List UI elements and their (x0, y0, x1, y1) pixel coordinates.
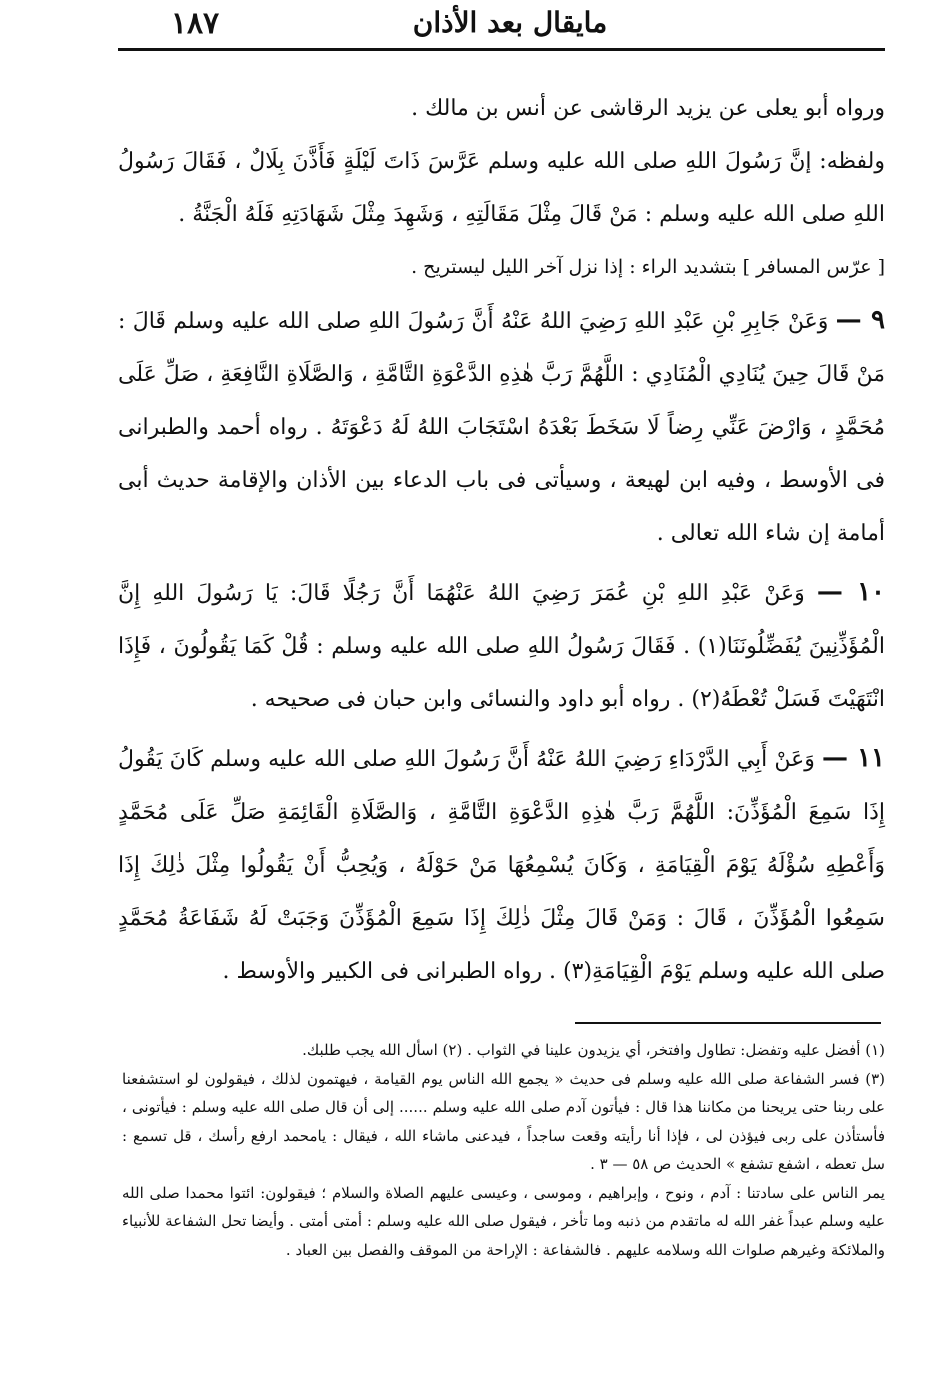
footnote-3: (٣) فسر الشفاعة صلى الله عليه وسلم فى حديث « يجمع الله الناس يوم القيامة ، فيهتمون لذلك ، فيقولون لو استشفعنا على ربنا حتى يريحنا من مكاننا هذا قال : فيأتون آدم صلى الله عليه وسلم ...... إلى أن قال صلى الله عليه وسلم : فيأتونى ، فأستأذن على ربى فيؤذن لى ، فإذا أنا رأيته وقعت ساجداً ، فيدعنى ماشاء الله ، فيقال : يامحمد ارفع رأسك ، قل تسمع : سل تعطه ، اشفع تشفع » الحديث ص ٥٨ — ٣ . (122, 1069, 885, 1173)
main-text (118, 82, 885, 998)
running-title: مايقال بعد الأذان (412, 6, 608, 39)
hadith-10 (118, 566, 885, 726)
paragraph-abu-yala: ورواه أبو يعلى عن يزيد الرقاشى عن أنس بن مالك . (411, 96, 885, 121)
footnotes (122, 1036, 885, 1264)
hadith-text: وَعَنْ أَبِي الدَّرْدَاءِ رَضِيَ اللهُ عَنْهُ أَنَّ رَسُولَ اللهِ صلى الله عليه وسلم كَانَ يَقُولُ إِذَا سَمِعَ الْمُؤَذِّنَ: اللَّهُمَّ رَبَّ هٰذِهِ الدَّعْوَةِ التَّامَّةِ ، وَالصَّلَاةِ الْقَائِمَةِ صَلِّ عَلَى مُحَمَّدٍ وَأَعْطِهِ سُؤْلَهُ يَوْمَ الْقِيَامَةِ ، وَكَانَ يُسْمِعُهَا مَنْ حَوْلَهُ ، وَيُحِبُّ أَنْ يَقُولُوا مِثْلَ ذٰلِكَ إِذَا سَمِعُوا الْمُؤَذِّنَ ، قَالَ : وَمَنْ قَالَ مِثْلَ ذٰلِكَ إِذَا سَمِعَ الْمُؤَذِّنَ وَجَبَتْ لَهُ شَفَاعَةُ مُحَمَّدٍ صلى الله عليه وسلم يَوْمَ الْقِيَامَةِ(٣) . رواه الطبرانى فى الكبير والأوسط . (118, 747, 885, 984)
gloss-arras: [ عرّس المسافر ] بتشديد الراء : إذا نزل آخر الليل ليستريح . (411, 256, 885, 278)
hadith-number: ٩ — (835, 305, 885, 335)
page-number: ١٨٧ (170, 6, 220, 41)
footnote-rule (575, 1022, 881, 1024)
hadith-11 (118, 732, 885, 998)
hadith-text: وَعَنْ عَبْدِ اللهِ بْنِ عُمَرَ رَضِيَ اللهُ عَنْهُمَا أَنَّ رَجُلًا قَالَ: يَا رَسُولَ اللهِ إِنَّ الْمُؤَذِّنِينَ يُفَضِّلُونَنَا(١) . فَقَالَ رَسُولُ اللهِ صلى الله عليه وسلم : قُلْ كَمَا يَقُولُونَ ، فَإِذَا انْتَهَيْتَ فَسَلْ تُعْطَهُ(٢) . رواه أبو داود والنسائى وابن حبان فى صحيحه . (118, 581, 885, 712)
paragraph-lafzuhu: ولفظه: إنَّ رَسُولَ اللهِ صلى الله عليه وسلم عَرَّسَ ذَاتَ لَيْلَةٍ فَأَذَّنَ بِلَالٌ ، فَقَالَ رَسُولُ اللهِ صلى الله عليه وسلم : مَنْ قَالَ مِثْلَ مَقَالَتِهِ ، وَشَهِدَ مِثْلَ شَهَادَتِهِ فَلَهُ الْجَنَّةُ . (118, 149, 885, 227)
hadith-number: ١٠ — (816, 577, 885, 607)
hadith-number: ١١ — (821, 743, 885, 773)
footnote-3-continued: يمر الناس على سادتنا : آدم ، ونوح ، وإبراهيم ، وموسى ، وعيسى عليهم الصلاة والسلام ؛ فيقولون: ائتوا محمدا صلى الله عليه وسلم عبداً غفر الله له ماتقدم من ذنبه وما تأخر ، فيقول صلى الله عليه وسلم : أمتى أمتى . وأيضا تحل الشفاعة للأنبياء والملائكة وغيرهم صلوات الله وسلامه عليهم . فالشفاعة : الإراحة من الموقف والفصل بين العباد . (122, 1183, 885, 1259)
footnote-1-2: (١) أفضل عليه وتفضل: تطاول وافتخر، أي يزيدون علينا في الثواب . (٢) اسأل الله يجب طلبك. (302, 1041, 885, 1059)
header-rule (118, 48, 885, 51)
hadith-9 (118, 294, 885, 560)
hadith-text: وَعَنْ جَابِرِ بْنِ عَبْدِ اللهِ رَضِيَ اللهُ عَنْهُ أَنَّ رَسُولَ اللهِ صلى الله عليه وسلم قَالَ : مَنْ قَالَ حِينَ يُنَادِي الْمُنَادِي : اللَّهُمَّ رَبَّ هٰذِهِ الدَّعْوَةِ التَّامَّةِ ، وَالصَّلَاةِ النَّافِعَةِ ، صَلِّ عَلَى مُحَمَّدٍ ، وَارْضَ عَنِّي رِضاً لَا سَخَطَ بَعْدَهُ اسْتَجَابَ اللهُ لَهُ دَعْوَتَهُ . رواه أحمد والطبرانى فى الأوسط ، وفيه ابن لهيعة ، وسيأتى فى باب الدعاء بين الأذان والإقامة حديث أبى أمامة إن شاء الله تعالى . (118, 309, 885, 546)
